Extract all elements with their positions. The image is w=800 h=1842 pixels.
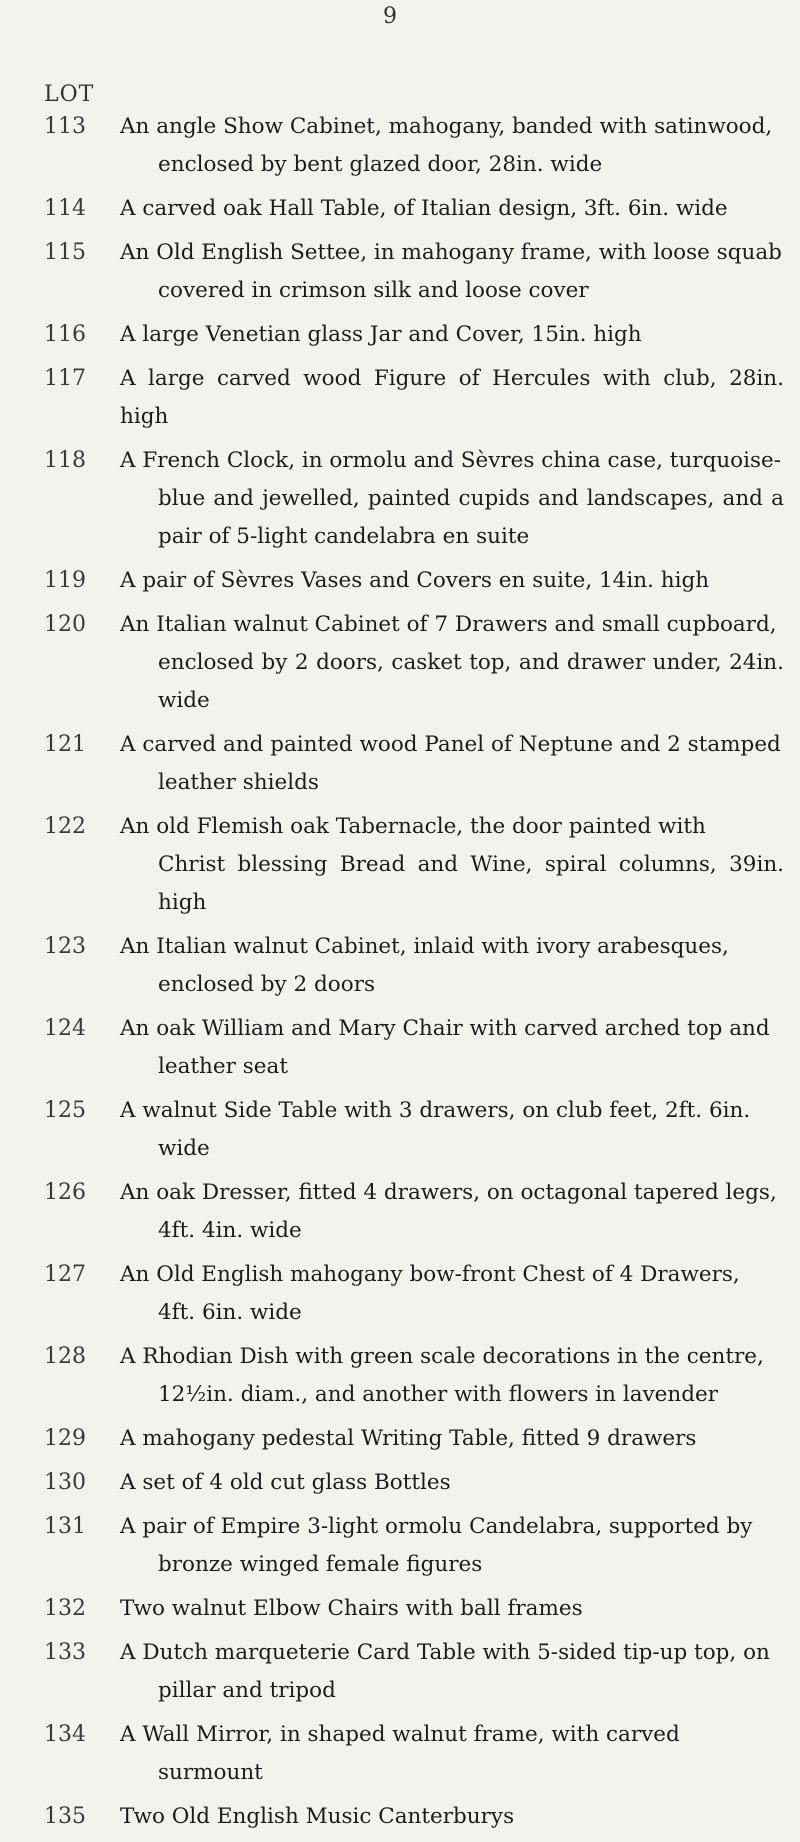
lot-number: 131 [44,1514,86,1539]
lot-description-first-line: A set of 4 old cut glass Bottles [120,1470,451,1495]
lot-number: 115 [44,240,86,265]
lot-entry [44,108,784,184]
lot-description-first-line: A pair of Sèvres Vases and Covers en suite, 14in. high [120,568,710,593]
lot-description-first-line: An old Flemish oak Tabernacle, the door painted with [120,814,706,839]
lot-description [120,726,784,802]
lot-number: 120 [44,612,86,637]
lot-description-first-line: A walnut Side Table with 3 drawers, on club feet, 2ft. 6in. [120,1098,751,1123]
lot-description-first-line: A Wall Mirror, in shaped walnut frame, with carved [120,1722,680,1747]
lot-description [120,1338,784,1414]
lot-number: 125 [44,1098,86,1123]
lot-description [120,808,784,922]
lot-entry [44,1338,784,1414]
lot-description [120,1420,784,1458]
lot-entry [44,1508,784,1584]
lot-entry [44,316,784,354]
lot-description-continuation: leather shields [158,770,319,795]
lot-description-continuation: enclosed by 2 doors, casket top, and drawer under, 24in. wide [158,650,784,713]
lot-entry [44,928,784,1004]
lot-description-first-line: A carved oak Hall Table, of Italian design, 3ft. 6in. wide [120,196,728,221]
lot-description [120,1010,784,1086]
lot-description-continuation: leather seat [158,1054,288,1079]
lot-entry [44,1590,784,1628]
lot-entry [44,1092,784,1168]
lot-column-header: LOT [44,82,95,107]
lot-number: 121 [44,732,86,757]
lot-entry [44,808,784,922]
lot-description-first-line: A pair of Empire 3-light ormolu Candelabra, supported by [120,1514,753,1539]
lot-number: 127 [44,1262,86,1287]
lot-number: 118 [44,448,86,473]
lot-number: 122 [44,814,86,839]
lot-number: 133 [44,1640,86,1665]
lot-description [120,1174,784,1250]
lot-description-continuation: bronze winged female figures [158,1552,483,1577]
lot-description-continuation: surmount [158,1760,263,1785]
lot-entry [44,726,784,802]
lot-description [120,1634,784,1710]
lot-entry [44,1256,784,1332]
lot-description-first-line: A carved and painted wood Panel of Neptune and 2 stamped [120,732,781,757]
lot-description [120,1092,784,1168]
lot-description [120,1590,784,1628]
lot-description [120,1256,784,1332]
lot-description-first-line: An Old English mahogany bow-front Chest of 4 Drawers, [120,1262,740,1287]
lot-description-first-line: A mahogany pedestal Writing Table, fitted 9 drawers [120,1426,697,1451]
lot-description [120,234,784,310]
page-number: 9 [383,4,397,29]
lot-entry [44,190,784,228]
lot-description-continuation: pillar and tripod [158,1678,336,1703]
lot-description [120,316,784,354]
lot-description [120,606,784,720]
lot-description-first-line: Two Old English Music Canterburys [120,1804,515,1829]
lot-entry [44,234,784,310]
lot-number: 124 [44,1016,86,1041]
lot-description-first-line: A French Clock, in ormolu and Sèvres china case, turquoise- [120,448,782,473]
lot-number: 129 [44,1426,86,1451]
lot-number: 134 [44,1722,86,1747]
lot-description-first-line: A Rhodian Dish with green scale decorations in the centre, [120,1344,764,1369]
lot-number: 135 [44,1804,86,1829]
lot-description [120,190,784,228]
lot-description-first-line: An oak William and Mary Chair with carved arched top and [120,1016,770,1041]
lot-description-continuation: 4ft. 4in. wide [158,1218,302,1243]
lot-list [44,108,784,1842]
lot-description [120,442,784,556]
lot-number: 113 [44,114,86,139]
lot-number: 128 [44,1344,86,1369]
lot-description-first-line: An Italian walnut Cabinet of 7 Drawers and small cupboard, [120,612,777,637]
lot-entry [44,1716,784,1792]
lot-description-first-line: An oak Dresser, fitted 4 drawers, on octagonal tapered legs, [120,1180,777,1205]
lot-description-continuation: wide [158,1136,210,1161]
lot-description-first-line: A large carved wood Figure of Hercules with club, 28in. high [120,366,784,429]
lot-description [120,1798,784,1836]
lot-number: 130 [44,1470,86,1495]
lot-entry [44,360,784,436]
lot-description-first-line: A Dutch marqueterie Card Table with 5-sided tip-up top, on [120,1640,770,1665]
lot-entry [44,606,784,720]
lot-description-first-line: An angle Show Cabinet, mahogany, banded with satinwood, [120,114,773,139]
lot-description-continuation: 12½in. diam., and another with flowers in lavender [158,1382,719,1407]
lot-entry [44,1464,784,1502]
lot-entry [44,1010,784,1086]
lot-number: 117 [44,366,86,391]
lot-number: 116 [44,322,86,347]
lot-description-first-line: An Old English Settee, in mahogany frame, with loose squab [120,240,782,265]
lot-description-continuation: enclosed by 2 doors [158,972,376,997]
lot-number: 132 [44,1596,86,1621]
lot-description [120,108,784,184]
lot-entry [44,442,784,556]
lot-description-continuation: blue and jewelled, painted cupids and landscapes, and a pair of 5-light candelabra en suite [158,486,784,549]
lot-entry [44,1174,784,1250]
lot-description-continuation: enclosed by bent glazed door, 28in. wide [158,152,603,177]
lot-description-continuation: covered in crimson silk and loose cover [158,278,589,303]
lot-entry [44,1798,784,1836]
lot-description-first-line: A large Venetian glass Jar and Cover, 15in. high [120,322,642,347]
lot-description [120,562,784,600]
lot-entry [44,562,784,600]
lot-description-first-line: An Italian walnut Cabinet, inlaid with ivory arabesques, [120,934,729,959]
lot-description-first-line: Two walnut Elbow Chairs with ball frames [120,1596,583,1621]
lot-description [120,360,784,436]
lot-description [120,1464,784,1502]
lot-number: 126 [44,1180,86,1205]
lot-entry [44,1634,784,1710]
lot-description-continuation: Christ blessing Bread and Wine, spiral columns, 39in. high [158,852,784,915]
lot-description [120,1716,784,1792]
lot-description [120,1508,784,1584]
lot-entry [44,1420,784,1458]
lot-number: 114 [44,196,86,221]
lot-number: 123 [44,934,86,959]
lot-number: 119 [44,568,86,593]
lot-description-continuation: 4ft. 6in. wide [158,1300,302,1325]
lot-description [120,928,784,1004]
